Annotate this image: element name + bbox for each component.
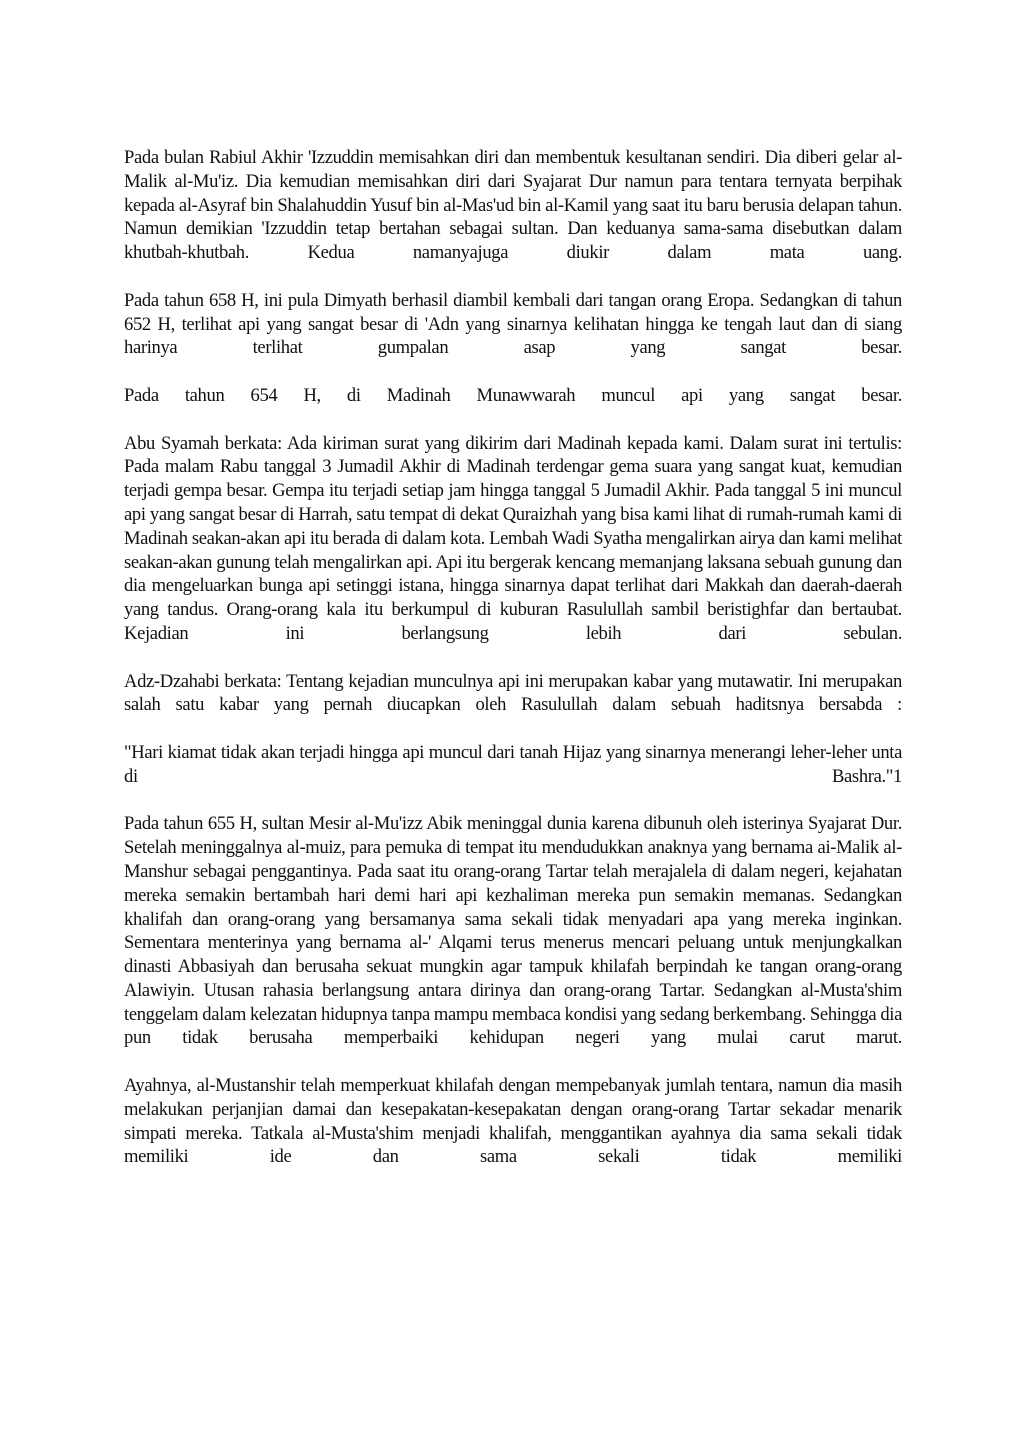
paragraph-1: Pada bulan Rabiul Akhir 'Izzuddin memisahkan diri dan membentuk kesultanan sendiri. Dia diberi gelar al-Malik al-Mu'iz. Dia kemudian memisahkan diri dari Syajarat Dur namun para tentara ternyata berpihak kepada al-Asyraf bin Shalahuddin Yusuf bin al-Mas'ud bin al-Kamil yang saat itu baru berusia delapan tahun. Namun demikian 'Izzuddin tetap bertahan sebagai sultan. Dan keduanya sama-sama disebutkan dalam khutbah-khutbah. Kedua namanyajuga diukir dalam mata uang. [124,147,902,264]
paragraph-4: Abu Syamah berkata: Ada kiriman surat yang dikirim dari Madinah kepada kami. Dalam surat ini tertulis: Pada malam Rabu tanggal 3 Jumadil Akhir di Madinah terdengar gema suara yang sangat kuat, kemudian terjadi gempa besar. Gempa itu terjadi setiap jam hingga tanggal 5 Jumadil Akhir. Pada tanggal 5 ini muncul api yang sangat besar di Harrah, satu tempat di dekat Quraizhah yang bisa kami lihat di rumah-rumah kami di Madinah seakan-akan api itu berada di dalam kota. Lembah Wadi Syatha mengalirkan airya dan kami melihat seakan-akan gunung telah mengalirkan api. Api itu bergerak kencang memanjang laksana sebuah gunung dan dia mengeluarkan bunga api setinggi istana, hingga sinarnya dapat terlihat dari Makkah dan daerah-daerah yang tandus. Orang-orang kala itu berkumpul di kuburan Rasulullah sambil beristighfar dan bertaubat. Kejadian ini berlangsung lebih dari sebulan. [124,432,902,644]
paragraph-7: Pada tahun 655 H, sultan Mesir al-Mu'izz Abik meninggal dunia karena dibunuh oleh isterinya Syajarat Dur. Setelah meninggalnya al-muiz, para pemuka di tempat itu mendudukkan anaknya yang bernama ai-Malik al-Manshur sebagai penggantinya. Pada saat itu orang-orang Tartar telah merajalela di dalam negeri, kejahatan mereka semakin bertambah hari demi hari api kezhaliman mereka pun semakin memanas. Sedangkan khalifah dan orang-orang yang bersamanya sama sekali tidak menyadari apa yang mereka inginkan. Sementara menterinya yang bernama al-' Alqami terus menerus mencari peluang untuk menjungkalkan dinasti Abbasiyah dan berusaha sekuat mungkin agar tampuk khilafah berpindah ke tangan orang-orang Alawiyin. Utusan rahasia berlangsung antara dirinya dan orang-orang Tartar. Sedangkan al-Musta'shim tenggelam dalam kelezatan hidupnya tanpa mampu membaca kondisi yang sedang berkembang. Sehingga dia pun tidak berusaha memperbaiki kehidupan negeri yang mulai carut marut. [124,813,902,1049]
paragraph-5: Adz-Dzahabi berkata: Tentang kejadian munculnya api ini merupakan kabar yang mutawatir. Ini merupakan salah satu kabar yang pernah diucapkan oleh Rasulullah dalam sebuah haditsnya bersabda : [124,670,902,716]
paragraph-2: Pada tahun 658 H, ini pula Dimyath berhasil diambil kembali dari tangan orang Eropa. Sedangkan di tahun 652 H, terlihat api yang sangat besar di 'Adn yang sinarnya kelihatan hingga ke tengah laut dan di siang harinya terlihat gumpalan asap yang sangat besar. [124,289,902,359]
paragraph-8: Ayahnya, al-Mustanshir telah memperkuat khilafah dengan mempebanyak jumlah tentara, namun dia masih melakukan perjanjian damai dan kesepakatan-kesepakatan dengan orang-orang Tartar sekadar menarik simpati mereka. Tatkala al-Musta'shim menjadi khalifah, menggantikan ayahnya dia sama sekali tidak memiliki ide dan sama sekali tidak memiliki [124,1075,902,1168]
paragraph-3: Pada tahun 654 H, di Madinah Munawwarah muncul api yang sangat besar. [124,384,902,406]
paragraph-6: "Hari kiamat tidak akan terjadi hingga api muncul dari tanah Hijaz yang sinarnya menerangi leher-leher unta di Bashra."1 [124,741,902,787]
document-page [124,146,902,1169]
